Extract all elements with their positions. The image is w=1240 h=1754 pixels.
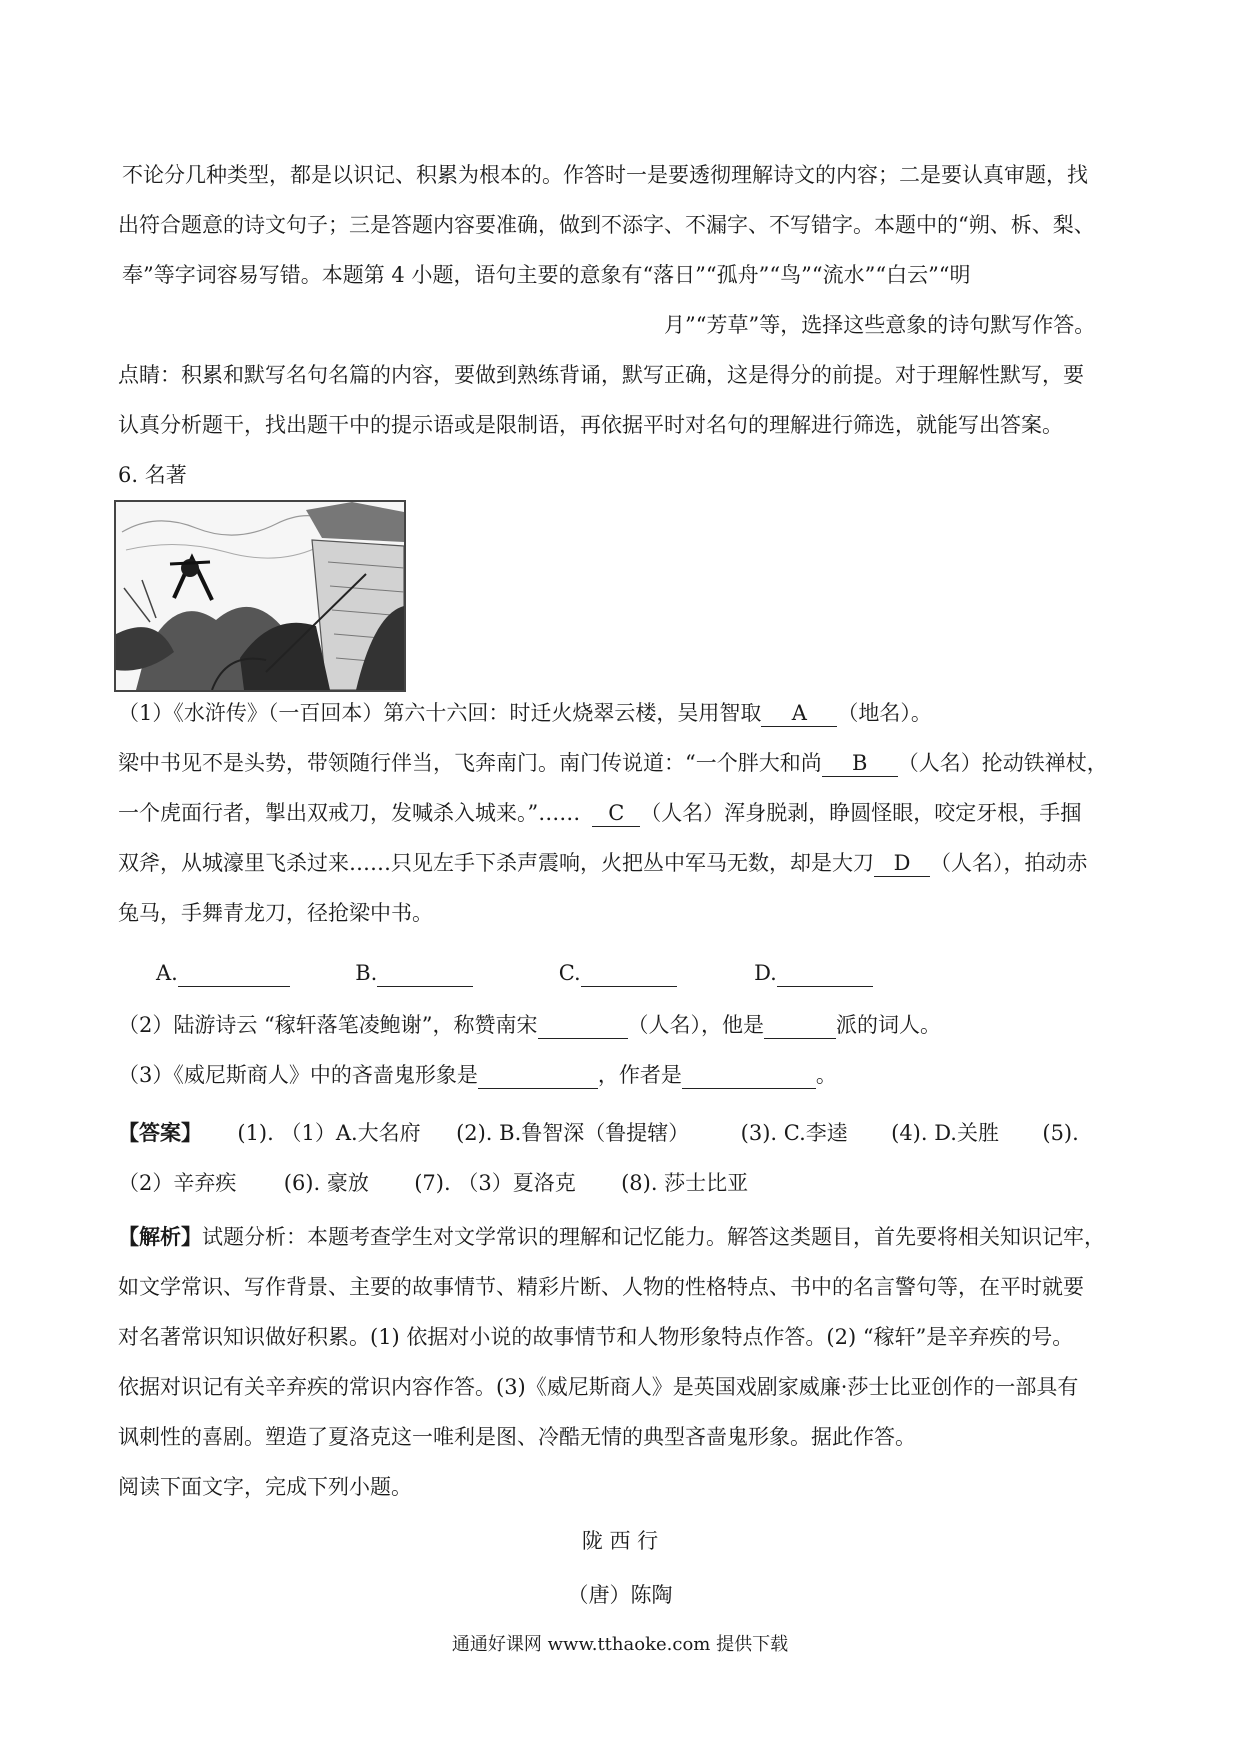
poem-title: 陇 西 行 <box>581 1529 659 1553</box>
question-line <box>118 1050 837 1100</box>
passage-line <box>118 738 1108 788</box>
page-footer: 通通好课网 www.tthaoke.com 提供下载 <box>451 1634 789 1655</box>
question-text: （3）《威尼斯商人》中的吝啬鬼形象是 <box>118 1063 478 1087</box>
option-a: A. <box>156 961 178 985</box>
analysis-line: 讽刺性的喜剧。塑造了夏洛克这一唯利是图、冷酷无情的典型吝啬鬼形象。据此作答。 <box>118 1425 916 1449</box>
question-text: 。 <box>815 1063 837 1087</box>
question-text: （地名）。 <box>837 701 932 725</box>
answer-item: (8). 莎士比亚 <box>621 1171 749 1195</box>
blank-a: A <box>761 700 837 727</box>
passage-text: （人名），拍动赤 <box>930 851 1088 875</box>
answer-item: (3). C.李逵 <box>740 1121 848 1145</box>
illustration-image <box>114 500 406 692</box>
option-c: C. <box>558 961 581 985</box>
reading-intro: 阅读下面文字，完成下列小题。 <box>118 1475 412 1499</box>
answer-line <box>118 1108 1079 1158</box>
question-text: （1）《水浒传》（一百回本）第六十六回：时迁火烧翠云楼，吴用智取 <box>118 701 762 725</box>
option-d: D. <box>754 961 777 985</box>
passage-text: 双斧，从城濠里飞杀过来……只见左手下杀声震响，火把丛中军马无数，却是大刀 <box>118 851 874 875</box>
analysis-line <box>118 1212 1105 1262</box>
paragraph-line: 不论分几种类型，都是以识记、积累为根本的。作答时一是要透彻理解诗文的内容；二是要认真审题，找 <box>122 163 1088 187</box>
answer-item: (6). 豪放 <box>283 1171 369 1195</box>
answer-item: (2). B.鲁智深（鲁提辖） <box>456 1121 690 1145</box>
blank-c: C <box>592 800 640 827</box>
question-heading: 6. 名著 <box>118 463 187 487</box>
passage-line <box>118 788 1081 838</box>
option-a-blank <box>178 960 290 987</box>
option-d-blank <box>777 960 873 987</box>
options-row <box>156 948 873 998</box>
tip-line: 认真分析题干，找出题干中的提示语或是限制语，再依据平时对名句的理解进行筛选，就能写出答案。 <box>118 413 1063 437</box>
answer-item: （2）辛弃疾 <box>118 1171 237 1195</box>
paragraph-line: 出符合题意的诗文句子；三是答题内容要准确，做到不添字、不漏字、不写错字。本题中的“朔、柝、梨、 <box>118 213 1095 237</box>
answer-item: (5). <box>1042 1121 1079 1145</box>
blank-b: B <box>822 750 898 777</box>
answer-line <box>118 1158 748 1208</box>
passage-text: （人名）浑身脱剥，睁圆怪眼，咬定牙根，手掴 <box>640 801 1082 825</box>
passage-line: 兔马，手舞青龙刀，径抢梁中书。 <box>118 901 433 925</box>
blank-d: D <box>874 850 930 877</box>
blank-q3-author <box>682 1062 816 1089</box>
paragraph-line: 奉”等字词容易写错。本题第 4 小题，语句主要的意象有“落日”“孤舟”“鸟”“流水”“白云”“明 <box>122 263 971 287</box>
blank-q2-name <box>538 1012 628 1039</box>
analysis-line: 依据对识记有关辛弃疾的常识内容作答。(3)《威尼斯商人》是英国戏剧家威廉·莎士比亚创作的一部具有 <box>118 1375 1079 1399</box>
question-line <box>118 1000 941 1050</box>
analysis-label: 【解析】 <box>118 1224 202 1249</box>
answer-item: (1). （1）A.大名府 <box>237 1121 421 1145</box>
question-text: （2）陆游诗云 “稼轩落笔凌鲍谢”，称赞南宋 <box>118 1013 538 1037</box>
question-text: （人名），他是 <box>627 1013 765 1037</box>
passage-text: （人名）抡动铁禅杖， <box>897 751 1108 775</box>
option-c-blank <box>581 960 677 987</box>
passage-line <box>118 838 1088 888</box>
answer-item: (4). D.关胜 <box>891 1121 999 1145</box>
paragraph-line: 月”“芳草”等，选择这些意象的诗句默写作答。 <box>664 313 1096 337</box>
analysis-line: 对名著常识知识做好积累。(1) 依据对小说的故事情节和人物形象特点作答。(2) “稼轩”是辛弃疾的号。 <box>118 1325 1074 1349</box>
passage-text: 一个虎面行者，掣出双戒刀，发喊杀入城来。”…… <box>118 801 581 825</box>
option-b: B. <box>355 961 378 985</box>
question-line <box>118 688 932 738</box>
poem-author: （唐）陈陶 <box>567 1583 673 1607</box>
question-text: ，作者是 <box>597 1063 682 1087</box>
question-text: 派的词人。 <box>836 1013 942 1037</box>
answer-label: 【答案】 <box>118 1120 202 1145</box>
answer-item: (7). （3）夏洛克 <box>414 1171 576 1195</box>
option-b-blank <box>377 960 473 987</box>
battle-scene-sketch <box>116 502 404 690</box>
analysis-line: 如文学常识、写作背景、主要的故事情节、精彩片断、人物的性格特点、书中的名言警句等，在平时就要 <box>118 1275 1084 1299</box>
blank-q2-school <box>764 1012 836 1039</box>
passage-text: 梁中书见不是头势，带领随行伴当，飞奔南门。南门传说道：“一个胖大和尚 <box>118 751 822 775</box>
blank-q3-character <box>478 1062 598 1089</box>
tip-line: 点睛：积累和默写名句名篇的内容，要做到熟练背诵，默写正确，这是得分的前提。对于理解性默写，要 <box>118 363 1084 387</box>
analysis-text: 试题分析：本题考查学生对文学常识的理解和记忆能力。解答这类题目，首先要将相关知识记牢， <box>202 1225 1105 1249</box>
